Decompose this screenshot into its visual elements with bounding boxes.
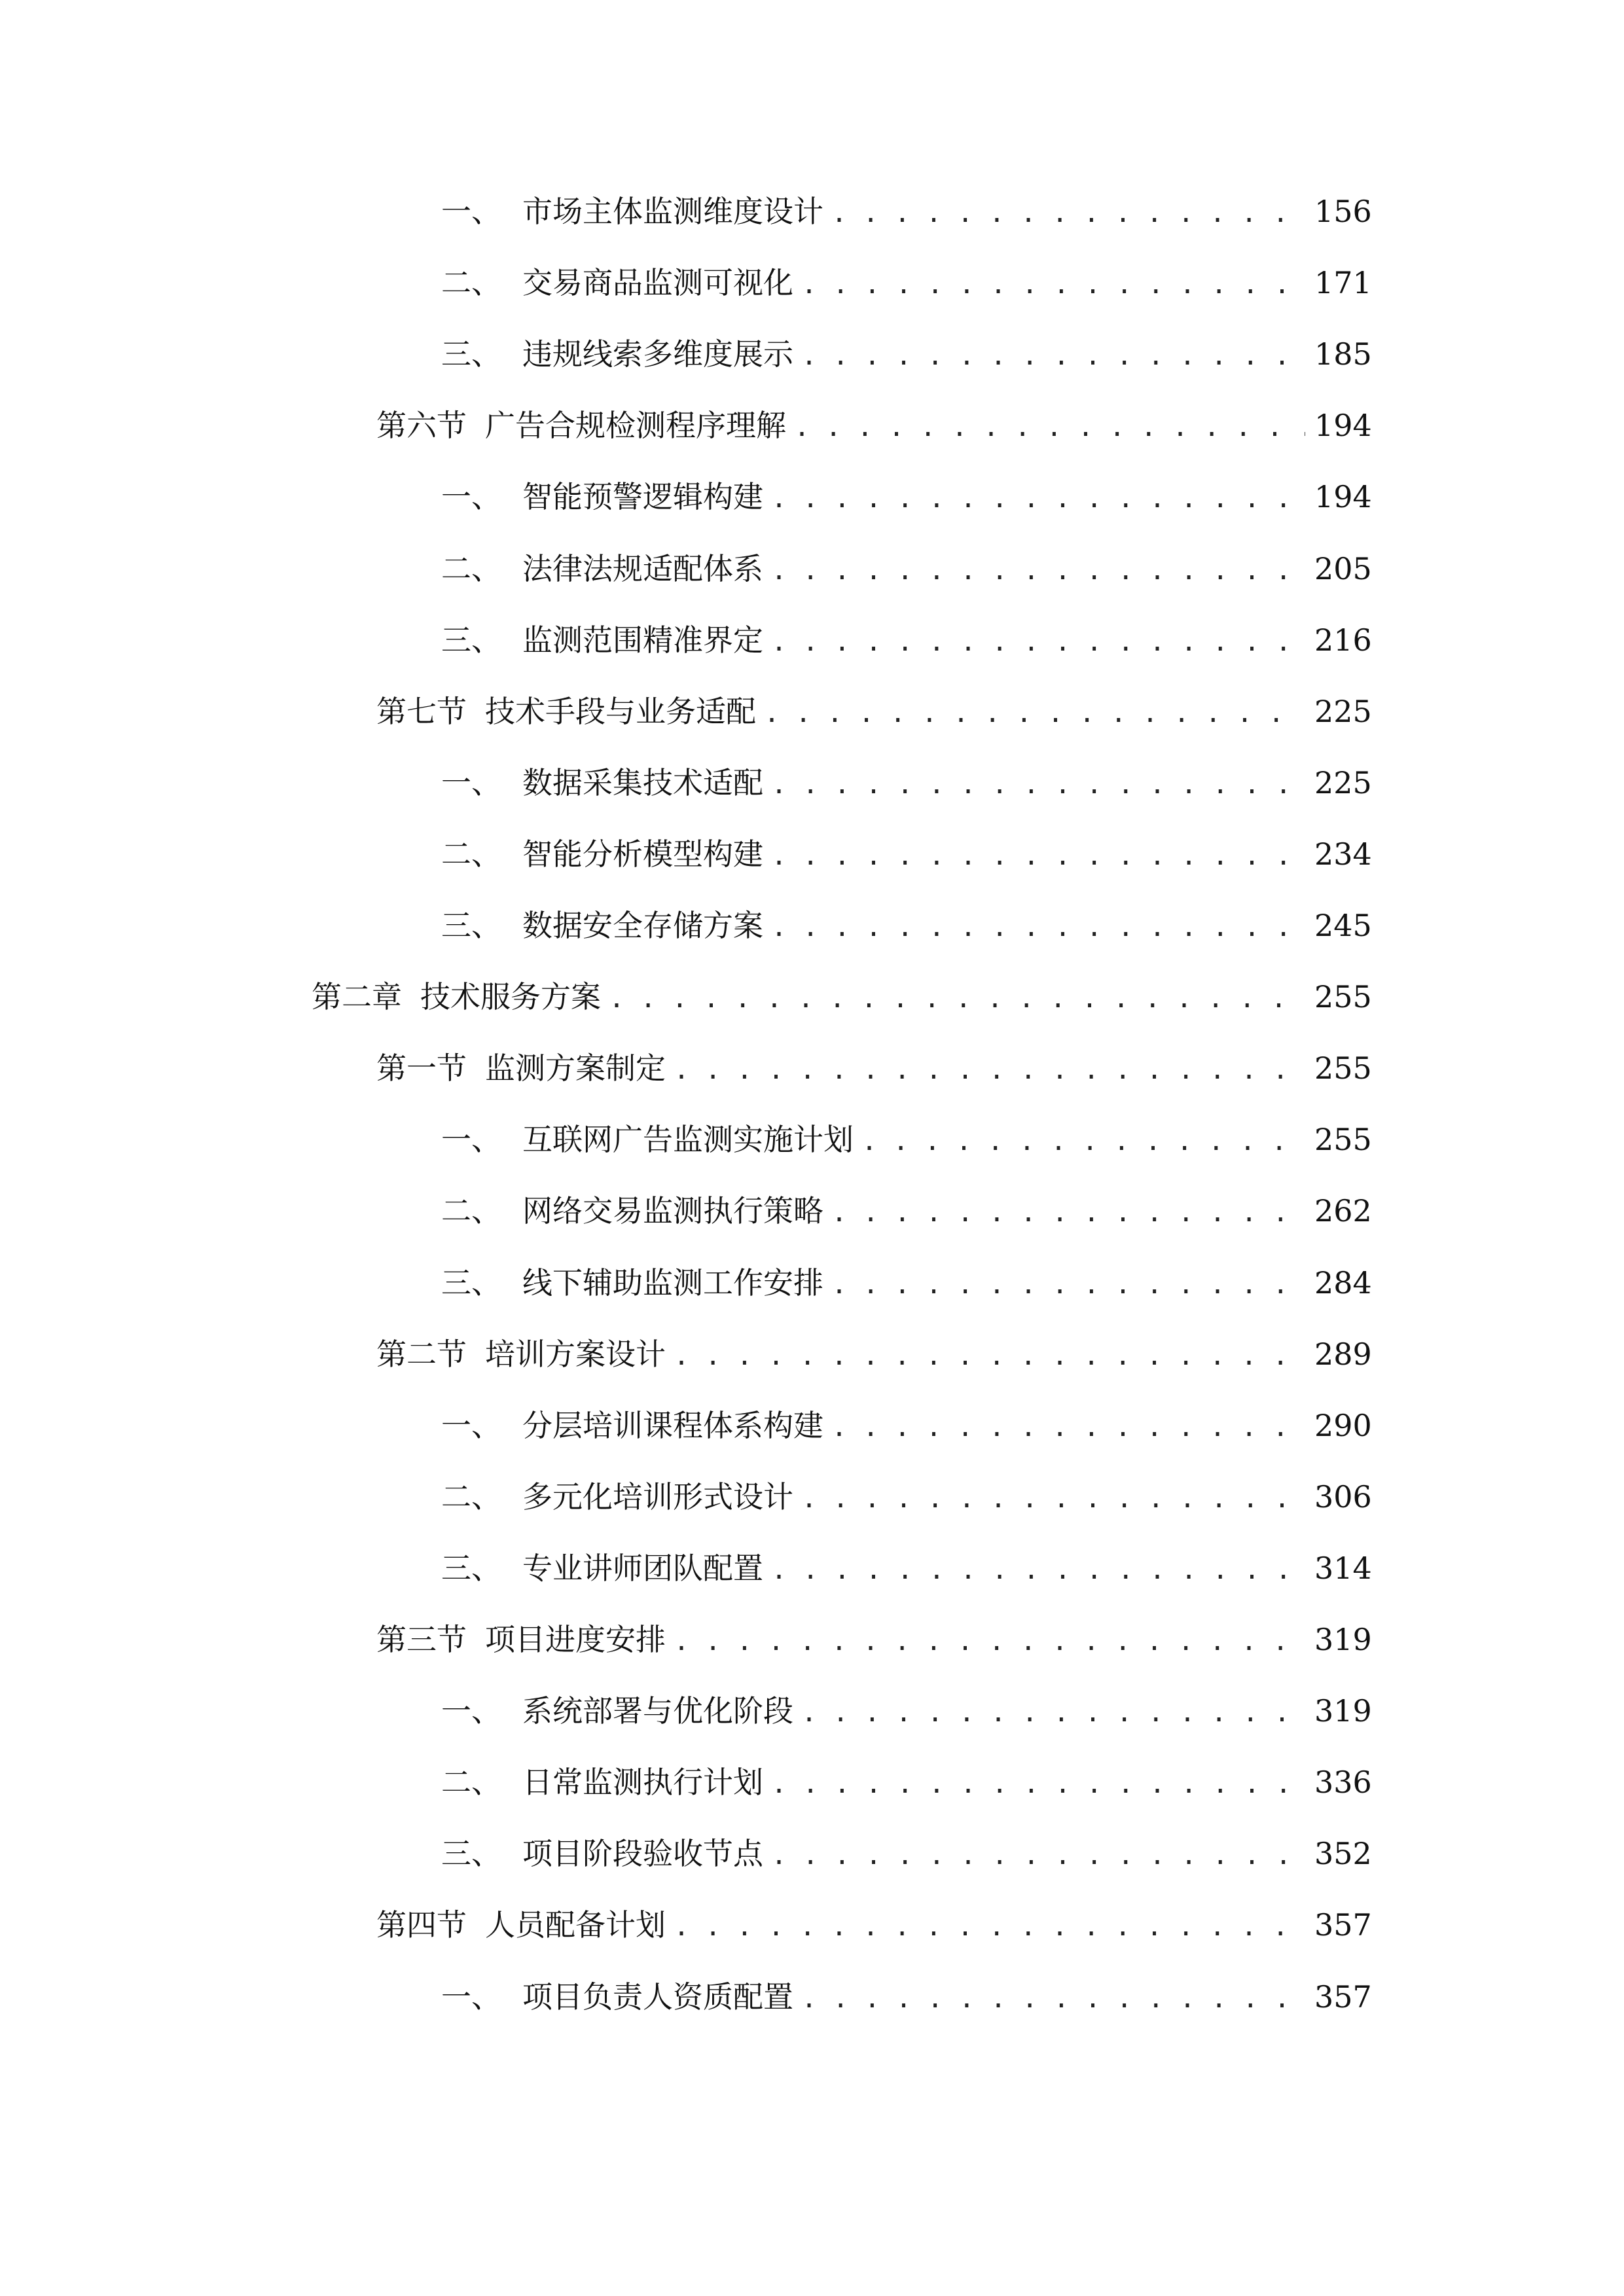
toc-entry-page-number: 185: [1314, 336, 1372, 372]
toc-entry-number: 第七节: [376, 694, 467, 729]
dot-leader: [771, 762, 1305, 808]
toc-entry-number: 三、: [441, 1265, 501, 1300]
toc-entry-title: 智能预警逻辑构建: [522, 479, 763, 514]
toc-entry-title: 人员配备计划: [485, 1907, 666, 1943]
toc-entry-page-number: 357: [1314, 1979, 1372, 2015]
toc-entry-number: 一、: [441, 1979, 501, 2015]
toc-entry-page-number: 194: [1314, 479, 1372, 514]
dot-leader: [831, 1405, 1305, 1450]
toc-entry-page-number: 255: [1314, 979, 1372, 1014]
toc-entry-title: 网络交易监测执行策略: [522, 1193, 823, 1229]
toc-entry-number: 一、: [441, 1408, 501, 1443]
toc-entry-title: 系统部署与优化阶段: [522, 1693, 793, 1729]
toc-entry-page-number: 225: [1314, 694, 1372, 729]
toc-entry-number: 第一节: [376, 1050, 467, 1086]
toc-entry-number: 一、: [441, 194, 501, 229]
dot-leader: [801, 1976, 1305, 2022]
toc-entry-page-number: 216: [1314, 622, 1372, 658]
toc-entry-section[interactable]: [376, 1331, 1372, 1377]
toc-entry-number: 第二节: [376, 1336, 467, 1372]
toc-entry-number: 一、: [441, 1122, 501, 1157]
toc-entry-title: 培训方案设计: [485, 1336, 666, 1372]
toc-entry-page-number: 234: [1314, 836, 1372, 872]
toc-entry-number: 二、: [441, 1479, 501, 1515]
toc-entry-item[interactable]: [441, 260, 1372, 306]
toc-entry-item[interactable]: [441, 1474, 1372, 1520]
toc-entry-page-number: 319: [1314, 1693, 1372, 1729]
toc-entry-section[interactable]: [376, 689, 1372, 734]
toc-entry-title: 数据安全存储方案: [522, 908, 763, 943]
dot-leader: [674, 1619, 1305, 1664]
dot-leader: [771, 905, 1305, 950]
toc-entry-number: 三、: [441, 908, 501, 943]
toc-entry-page-number: 306: [1314, 1479, 1372, 1515]
toc-entry-page-number: 255: [1314, 1122, 1372, 1157]
toc-entry-item[interactable]: [441, 1260, 1372, 1306]
toc-entry-item[interactable]: [441, 903, 1372, 948]
dot-leader: [861, 1119, 1305, 1164]
toc-entry-page-number: 255: [1314, 1050, 1372, 1086]
toc-entry-title: 分层培训课程体系构建: [522, 1408, 823, 1443]
dot-leader: [831, 190, 1305, 236]
toc-entry-title: 市场主体监测维度设计: [522, 194, 823, 229]
toc-entry-number: 三、: [441, 336, 501, 372]
dot-leader: [771, 1761, 1305, 1807]
toc-entry-number: 一、: [441, 479, 501, 514]
dot-leader: [674, 1904, 1305, 1950]
toc-entry-number: 二、: [441, 551, 501, 586]
toc-entry-item[interactable]: [441, 188, 1372, 234]
toc-entry-title: 项目负责人资质配置: [522, 1979, 793, 2015]
toc-entry-item[interactable]: [441, 1831, 1372, 1876]
dot-leader: [771, 619, 1305, 665]
toc-entry-item[interactable]: [441, 1188, 1372, 1234]
toc-entry-page-number: 319: [1314, 1622, 1372, 1657]
toc-entry-section[interactable]: [376, 1617, 1372, 1662]
toc-entry-page-number: 171: [1314, 265, 1372, 300]
toc-entry-title: 多元化培训形式设计: [522, 1479, 793, 1515]
toc-entry-page-number: 284: [1314, 1265, 1372, 1300]
toc-entry-number: 二、: [441, 1765, 501, 1800]
toc-entry-page-number: 225: [1314, 765, 1372, 800]
toc-entry-number: 一、: [441, 765, 501, 800]
toc-entry-item[interactable]: [441, 1117, 1372, 1162]
toc-entry-title: 广告合规检测程序理解: [485, 408, 786, 443]
dot-leader: [801, 1476, 1305, 1522]
toc-entry-title: 交易商品监测可视化: [522, 265, 793, 300]
toc-entry-title: 项目阶段验收节点: [522, 1836, 763, 1871]
toc-entry-number: 二、: [441, 836, 501, 872]
toc-entry-title: 互联网广告监测实施计划: [522, 1122, 854, 1157]
toc-entry-page-number: 336: [1314, 1765, 1372, 1800]
toc-entry-item[interactable]: [441, 1545, 1372, 1591]
toc-entry-number: 第六节: [376, 408, 467, 443]
toc-entry-title: 智能分析模型构建: [522, 836, 763, 872]
toc-entry-item[interactable]: [441, 617, 1372, 663]
toc-entry-page-number: 352: [1314, 1836, 1372, 1871]
toc-entry-number: 二、: [441, 265, 501, 300]
toc-entry-section[interactable]: [376, 1045, 1372, 1091]
toc-entry-number: 第二章: [312, 979, 402, 1014]
toc-entry-page-number: 314: [1314, 1551, 1372, 1586]
toc-entry-number: 一、: [441, 1693, 501, 1729]
toc-entry-item[interactable]: [441, 331, 1372, 377]
toc-entry-chapter[interactable]: [312, 974, 1372, 1020]
toc-entry-title: 技术服务方案: [420, 979, 601, 1014]
dot-leader: [831, 1262, 1305, 1308]
toc-entry-item[interactable]: [441, 546, 1372, 592]
toc-entry-number: 三、: [441, 1836, 501, 1871]
toc-entry-number: 第三节: [376, 1622, 467, 1657]
toc-entry-item[interactable]: [441, 831, 1372, 877]
dot-leader: [801, 333, 1305, 379]
toc-entry-section[interactable]: [376, 403, 1372, 448]
toc-entry-title: 专业讲师团队配置: [522, 1551, 763, 1586]
dot-leader: [764, 691, 1305, 736]
dot-leader: [801, 262, 1305, 308]
dot-leader: [674, 1333, 1305, 1379]
toc-entry-title: 监测方案制定: [485, 1050, 666, 1086]
toc-entry-title: 技术手段与业务适配: [485, 694, 756, 729]
toc-entry-title: 违规线索多维度展示: [522, 336, 793, 372]
toc-entry-number: 二、: [441, 1193, 501, 1229]
toc-entry-title: 监测范围精准界定: [522, 622, 763, 658]
dot-leader: [771, 548, 1305, 594]
dot-leader: [771, 833, 1305, 879]
toc-entry-page-number: 290: [1314, 1408, 1372, 1443]
toc-entry-page-number: 156: [1314, 194, 1372, 229]
toc-entry-item[interactable]: [441, 1688, 1372, 1734]
toc-entry-item[interactable]: [441, 1403, 1372, 1448]
toc-entry-number: 三、: [441, 1551, 501, 1586]
toc-entry-page-number: 262: [1314, 1193, 1372, 1229]
toc-entry-title: 线下辅助监测工作安排: [522, 1265, 823, 1300]
toc-entry-page-number: 245: [1314, 908, 1372, 943]
toc-entry-title: 法律法规适配体系: [522, 551, 763, 586]
toc-entry-section[interactable]: [376, 1902, 1372, 1948]
toc-entry-page-number: 194: [1314, 408, 1372, 443]
toc-entry-title: 日常监测执行计划: [522, 1765, 763, 1800]
toc-entry-item[interactable]: [441, 474, 1372, 520]
toc-entry-title: 项目进度安排: [485, 1622, 666, 1657]
toc-entry-page-number: 357: [1314, 1907, 1372, 1943]
dot-leader: [794, 404, 1305, 450]
dot-leader: [771, 476, 1305, 522]
toc-entry-page-number: 289: [1314, 1336, 1372, 1372]
toc-entry-item[interactable]: [441, 1974, 1372, 2020]
dot-leader: [831, 1190, 1305, 1236]
dot-leader: [609, 976, 1305, 1022]
dot-leader: [801, 1690, 1305, 1736]
toc-entry-page-number: 205: [1314, 551, 1372, 586]
dot-leader: [771, 1833, 1305, 1878]
toc-entry-item[interactable]: [441, 760, 1372, 806]
dot-leader: [771, 1547, 1305, 1593]
toc-entry-title: 数据采集技术适配: [522, 765, 763, 800]
toc-entry-number: 三、: [441, 622, 501, 658]
toc-entry-number: 第四节: [376, 1907, 467, 1943]
toc-entry-item[interactable]: [441, 1759, 1372, 1805]
dot-leader: [674, 1047, 1305, 1093]
